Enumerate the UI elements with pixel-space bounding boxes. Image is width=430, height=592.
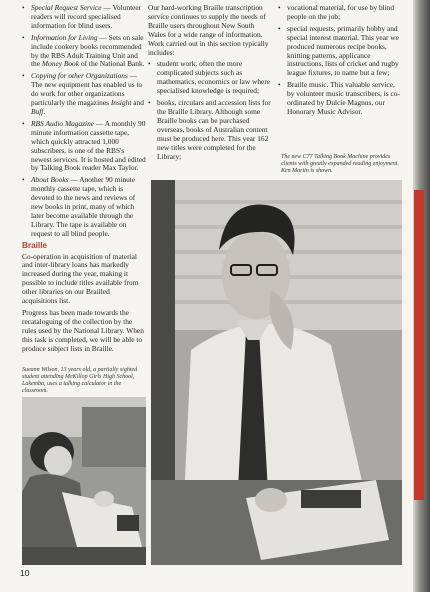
list-item: • special requests, primarily hobby and special interest material. This year we produced numerous recipe books, knitting patterns, applicance instructions, lists of cricket and rugby league fixtures, to name but a few; (278, 25, 404, 78)
photo-talking-book-machine (151, 180, 402, 565)
list-item: • student work, often the more complicated subjects such as mathematics, economics or law where specialised knowledge is required; (148, 60, 272, 96)
photo-caption-student: Sueann Wilson, 13 years old, a partially sighted student attending McKillop Girls High School, Lakemba, uses a talking calculator in the classroom. (22, 367, 138, 394)
column-left (22, 4, 146, 357)
list-item: • vocational material, for use by blind people on the job; (278, 4, 404, 22)
list-item: • Braille music. This valuable service, by volunteer music transcribers, is co-ordinated by Dulcie Magnus, our Honorary Music Advisor. (278, 81, 404, 117)
list-item: • books, circulars and accession lists for the Braille Library. Although some Braille books can be purchased overseas, books of Australian content must be produced here. This year 162 new titles were completed for the Library; (148, 99, 272, 161)
photo-student-image (22, 397, 146, 565)
list-item: • About Books — Another 90 minute monthly cassette tape, which is devoted to the news and reviews of new books in print, many of which later become available through the Library. The tape is available on request to all blind people. (22, 176, 146, 238)
transcription-list (148, 60, 272, 161)
paragraph: Co-operation in acquisition of material and inter-library loans has markedly increased during the year, making it possible to include titles available from other libraries on our Brailled acquisitions list. (22, 251, 139, 306)
section-heading-braille: Braille (22, 240, 48, 250)
list-item: • Special Request Service — Volunteer readers will record specialised information for blind users. (22, 4, 146, 31)
photo-caption-talking-book: The new C77 Talking Book Machine provides clients with greatly expanded reading enjoyment. Ken Martin is shown. (281, 154, 399, 174)
red-page-tab (414, 190, 424, 500)
paragraph: Progress has been made towards the recataloguing of the collection by the rules used by the National Library. When this task is completed, we will be able to produce subject lists in Braille. (22, 308, 144, 353)
page-number: 10 (20, 568, 30, 578)
transcription-list-continued (278, 4, 404, 117)
paragraph: Our hard-working Braille transcription service continues to supply the needs of Braille users throughout New South Wales for a wide range of information. Work carried out in this section typically includes: (148, 3, 269, 57)
services-list (22, 4, 146, 239)
list-item: • Information for Living — Sets on sale include cookery books recommended by the RBS Adult Training Unit and the Money Book of the National Bank. (22, 34, 146, 70)
list-item: • Copying for other Organizations — The new equipment has enabled us to do work for other organizations particularly the magazines Insight and Buff. (22, 72, 146, 117)
column-middle (148, 4, 272, 164)
photo-man-image (151, 180, 402, 565)
photo-student-calculator (22, 397, 146, 565)
list-item: • RBS Audio Magazine — A monthly 90 minute information cassette tape, which quickly attracted 1,000 subscribers, is one of the RBS's newest services. It is hosted and edited by Talking Book reader Max Taylor. (22, 120, 146, 173)
column-right (278, 4, 404, 120)
